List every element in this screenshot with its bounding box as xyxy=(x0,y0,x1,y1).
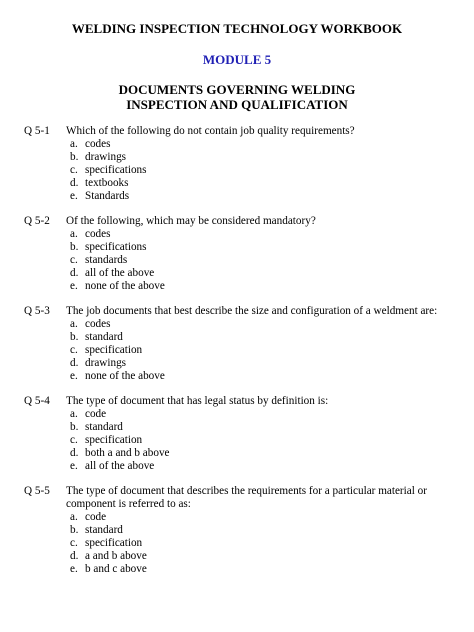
option-text: textbooks xyxy=(85,177,129,189)
option-text: Standards xyxy=(85,190,130,202)
option-text: both a and b above xyxy=(85,447,170,459)
option-text: standards xyxy=(85,254,128,266)
option-text: codes xyxy=(85,138,111,150)
question-number: Q 5-1 xyxy=(24,125,50,137)
option-text: a and b above xyxy=(85,550,147,562)
question-number: Q 5-2 xyxy=(24,215,50,227)
option-letter: a. xyxy=(70,318,78,330)
option-letter: a. xyxy=(70,408,78,420)
option-letter: c. xyxy=(70,164,78,176)
option-text: b and c above xyxy=(85,563,147,575)
module-heading: MODULE 5 xyxy=(202,52,272,67)
option-letter: c. xyxy=(70,434,78,446)
option-text: specification xyxy=(85,537,143,549)
option-letter: e. xyxy=(70,460,78,472)
question-text: Which of the following do not contain job quality requirements? xyxy=(66,125,355,137)
question-number: Q 5-3 xyxy=(24,305,50,317)
question-text-continued: component is referred to as: xyxy=(66,498,191,510)
question-text: The type of document that describes the requirements for a particular material or xyxy=(66,485,427,497)
option-text: specifications xyxy=(85,164,147,176)
section-title-line-2: INSPECTION AND QUALIFICATION xyxy=(126,97,348,112)
question-text: Of the following, which may be considered mandatory? xyxy=(66,215,316,227)
option-letter: b. xyxy=(70,241,79,253)
option-text: standard xyxy=(85,421,123,433)
option-letter: c. xyxy=(70,344,78,356)
option-text: drawings xyxy=(85,151,127,163)
option-text: none of the above xyxy=(85,370,165,382)
option-letter: b. xyxy=(70,151,79,163)
option-letter: c. xyxy=(70,254,78,266)
option-letter: d. xyxy=(70,267,79,279)
question-number: Q 5-4 xyxy=(24,395,50,407)
option-text: all of the above xyxy=(85,460,155,472)
option-letter: e. xyxy=(70,280,78,292)
option-text: code xyxy=(85,408,107,420)
option-letter: b. xyxy=(70,331,79,343)
question-text: The type of document that has legal status by definition is: xyxy=(66,395,329,407)
question-number: Q 5-5 xyxy=(24,485,50,497)
option-letter: b. xyxy=(70,421,79,433)
workbook-title: WELDING INSPECTION TECHNOLOGY WORKBOOK xyxy=(71,21,403,36)
option-letter: e. xyxy=(70,563,78,575)
option-letter: d. xyxy=(70,447,79,459)
option-letter: e. xyxy=(70,370,78,382)
option-text: specification xyxy=(85,344,143,356)
option-text: specification xyxy=(85,434,143,446)
option-text: codes xyxy=(85,318,111,330)
option-letter: e. xyxy=(70,190,78,202)
section-title-line-1: DOCUMENTS GOVERNING WELDING xyxy=(118,82,356,97)
option-text: standard xyxy=(85,331,123,343)
option-letter: a. xyxy=(70,138,78,150)
option-text: codes xyxy=(85,228,111,240)
option-text: standard xyxy=(85,524,123,536)
option-letter: d. xyxy=(70,177,79,189)
option-text: all of the above xyxy=(85,267,155,279)
option-letter: a. xyxy=(70,228,78,240)
option-letter: d. xyxy=(70,550,79,562)
option-letter: a. xyxy=(70,511,78,523)
option-letter: d. xyxy=(70,357,79,369)
option-text: none of the above xyxy=(85,280,165,292)
option-text: drawings xyxy=(85,357,127,369)
option-letter: b. xyxy=(70,524,79,536)
option-text: specifications xyxy=(85,241,147,253)
option-letter: c. xyxy=(70,537,78,549)
option-text: code xyxy=(85,511,107,523)
question-text: The job documents that best describe the size and configuration of a weldment are: xyxy=(66,305,438,317)
